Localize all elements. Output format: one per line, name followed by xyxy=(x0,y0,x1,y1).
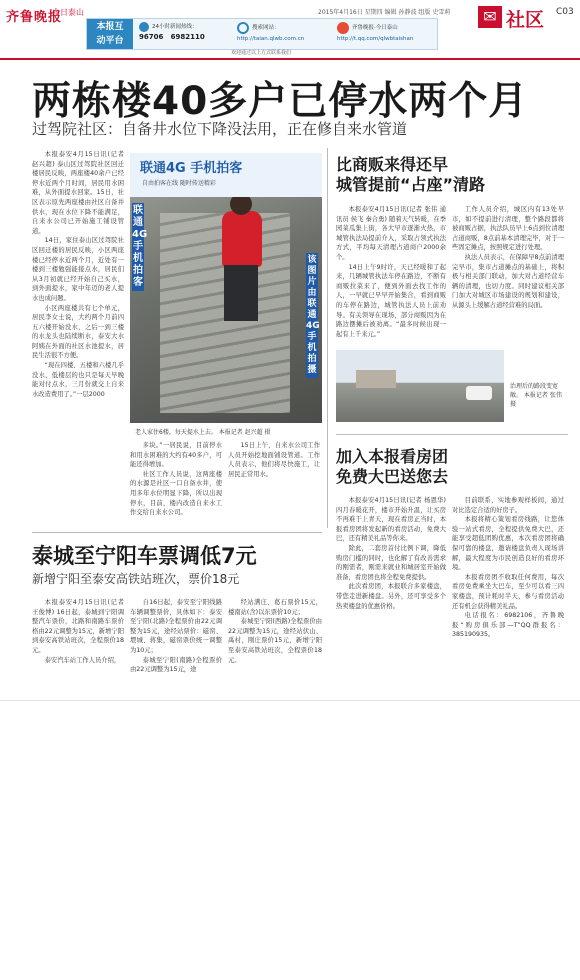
weibo-icon xyxy=(337,22,349,34)
edition-label: 今日泰山 xyxy=(52,8,84,17)
section-header xyxy=(478,5,556,29)
photo-banner-title: 联通4G 手机拍客 xyxy=(140,161,243,176)
story1-para: 多块。”一居民说，目前停水和用水困难的大约有40多户，可能还得增加。 xyxy=(130,442,222,469)
interactive-platform-ad xyxy=(86,18,438,50)
story2-headline xyxy=(336,155,485,195)
date-line: 2015年4月16日 星期四 编辑 孙静波 组版 史雪莉 xyxy=(318,9,451,16)
story3-headline-line-2: 免费大巴送您去 xyxy=(336,467,449,486)
newspaper-logo: 齐鲁晚报 xyxy=(6,10,63,25)
story3-para: 本报看房团不收取任何费用，每次看房免费乘坐大巴车，至少可以看三四家楼盘，预计耗时半天，参与看房活动还有机会获得精美礼品。 xyxy=(452,573,564,610)
story4-para: 泰安汽车站工作人员介绍， xyxy=(44,656,121,664)
story3-para: 此次看房团，本报联合多家楼盘，带您走进新楼盘。另外，还可享受多个热卖楼盘的优惠价格。 xyxy=(336,583,446,610)
hotline-number-1: 96706 xyxy=(139,33,164,41)
story4-column-3 xyxy=(228,598,322,684)
column-divider xyxy=(327,148,328,528)
story2-column-1 xyxy=(336,205,446,341)
story-divider xyxy=(336,434,568,435)
ad-title xyxy=(87,19,133,49)
story4-para: 经站满庄、葛石票价15元，楼南站(含)以东票价10元； xyxy=(228,599,322,616)
story4-para: 本报泰安4月15日讯(记者 王俊博) 16日起，泰城到宁阳调整汽车票价，北路和南路车票价格由22元调整为15元，新增宁阳到泰安高铁站班次，全程票价18元。 xyxy=(32,599,124,654)
story4-column-1 xyxy=(32,598,124,684)
story1-photo xyxy=(130,153,322,423)
story2-headline-line-1: 比商贩来得还早 xyxy=(336,155,449,174)
story3-column-1 xyxy=(336,496,446,638)
ad-title-line-1: 本报互 xyxy=(96,22,124,32)
hotline-label: 24小时新闻热线： xyxy=(152,23,198,30)
story3-para: 除此，二套房首付比例下调，降低购房门槛的同时，也化解了有改善需求的刚需者，刚需来就业和城居室开始做准备，看房团也将全程免费提供。 xyxy=(336,544,446,581)
community-icon: ✉ xyxy=(478,6,502,28)
top-rule xyxy=(0,58,580,60)
story2-para: 本报泰安4月15日讯(记者 张伟 通讯员 侯飞 秦合勇) 随着天气转暖，在季园菜瓜集上街，各大早市逐渐火热，市城管执法局提前介入，采取占领式执法方式，平均每天清理占道商户2000余个。 xyxy=(336,206,446,261)
car-shape xyxy=(466,386,492,400)
story3-column-2 xyxy=(452,496,564,638)
story3-para: 目前联系，实地参观样板间，通过对比选定合适的好房子。 xyxy=(452,497,564,514)
story1-subhead: 过驾院社区：自备井水位下降没法用，正在修自来水管道 xyxy=(32,120,408,138)
story4-column-2 xyxy=(130,598,222,684)
website-block xyxy=(237,22,329,43)
phone-icon xyxy=(139,22,149,32)
weibo-block xyxy=(337,22,433,43)
ad-footer: 欢迎通过以上方式联系我们 xyxy=(230,50,291,56)
hotline-number-2: 6982110 xyxy=(170,33,205,41)
story1-para: 社区工作人员说，这两座楼的水源是社区一口自备水井，使用多年水位明显下降，所以出现停水，目前，楼内改造自来水工作交给自来水公司。 xyxy=(130,470,222,517)
website-url[interactable]: http://taian.qlwb.com.cn xyxy=(237,36,305,42)
story1-para: 15日上午，自来水公司工作人员开始挖地面铺设管道。工作人员表示，他们将尽快施工，让居民正常用水。 xyxy=(228,442,320,478)
ad-title-line-2: 动平台 xyxy=(96,36,124,46)
story4-subhead: 新增宁阳至泰安高铁站班次，票价18元 xyxy=(32,572,240,586)
story2-headline-line-2: 城管提前“占座”清路 xyxy=(336,175,486,194)
hotline-block xyxy=(139,22,205,41)
story1-photo-caption: 老人家住6楼，每天提水上去。 本报记者 赵兴超 摄 xyxy=(135,429,271,436)
story1-para: 小区两座楼共有七个单元，居民李女士说，大约两个月前四五六楼开始没水，之后一到三楼的水龙头也陆续断水，泰安大水阿姨在外面的社区水池提水，居民生活很不方便。 xyxy=(32,304,124,360)
story1-para: “现在四楼、五楼和六楼几乎没水，低楼层的也只是每天早晚能对付点水，三月份就交上自来水改造费用了。”一层2000 xyxy=(32,362,124,398)
story2-photo-caption: 治理后的路段变宽敞。 本报记者 张伟 摄 xyxy=(510,383,562,408)
story4-para: 泰城至宁阳(西路)全程票价由22元调整为15元，途经站伏山、禹村，刚庄票价15元，新增宁阳至泰安高铁站班次，全程票价18元。 xyxy=(228,618,322,664)
photo-banner-subtitle: 自由拍客在线 随时传送精彩 xyxy=(142,180,216,187)
building-shape xyxy=(356,370,396,388)
story2-photo xyxy=(336,350,504,422)
story1-headline: 两栋楼40多户已停水两个月 xyxy=(32,79,529,124)
weibo-url[interactable]: http://t.qq.com/qlwbtaishan xyxy=(337,36,414,42)
story4-para: 自16日起，泰安至宁阳线路车辆调整票价，具体如下：泰安至宁阳(北路)全程票价由22元调整为15元，途经站票价：磁窑、堽城、蒋集，磁窑票价统一调整为10元； xyxy=(130,599,222,654)
story4-para: 泰城至宁阳(南路)全程票价由22元调整为15元，途 xyxy=(130,656,222,674)
story4-headline: 泰城至宁阳车票调低7元 xyxy=(32,544,257,568)
masthead xyxy=(0,0,580,56)
photo-side-label-left: 联通4G手机拍客 xyxy=(132,203,144,291)
photo-banner xyxy=(130,153,322,197)
story2-para: 执法人员表示，在保障早8点前清理完早市，集市占道摊点的基础上，将积极与相关部门联动，加大对占道经营车辆的清理，也切力度。同时建议相关部门加大对城区市场建设的规划和建设，从源头上缓解占道经营难的局面。 xyxy=(452,253,564,309)
story-divider xyxy=(32,532,322,533)
story3-headline xyxy=(336,447,448,487)
story1-para: 14日，家住泰山区过驾院社区回迁楼的居民反映，小区两座楼已经停水近两个月，近处有一楼到三楼勉强能接点水，居民们从3月初就已经开始自己买水，到外面提水，家中年迈的老人提水也成问题。 xyxy=(32,237,124,302)
website-label: 搜索网站： xyxy=(252,24,280,31)
story3-para: 本报泰安4月15日讯(记者 杨恩华) 四月春暖花开，楼市开始升温，让买房不再难于上青天，现在看房正当时，本报看房团将发起新的看房活动，免费大巴，还有精美礼品等你来。 xyxy=(336,497,446,543)
page-number: C03 xyxy=(556,7,574,17)
story2-column-2 xyxy=(452,205,564,341)
section-name: 社区 xyxy=(506,9,545,31)
story3-para: 电话报名：6982106，齐鲁晚报“购房俱乐部—T”QQ群报名：385190935。 xyxy=(452,612,564,638)
person-figure xyxy=(222,211,262,267)
person-legs xyxy=(224,265,258,321)
search-icon xyxy=(237,22,249,34)
story1-column-3 xyxy=(228,441,320,529)
story1-column-1 xyxy=(32,150,124,530)
page-bottom-rule xyxy=(0,700,580,701)
story2-para: 14日上午9时许，天已经暖和了起来，几辆城管执法车停在路边，不断有商贩拉菜来了，便到外面去找工作的人，一早就已早早开始集合，看到商贩的车停在路边，城管执法人员上前劝导。有关领导在现场，部分商贩因为在路边摆摊后被劝离。“最多时候出现一起有上千来元。” xyxy=(336,263,446,338)
story2-para: 工作人员介绍，城区内有13处早市，如不提前进行清理，整个路段都将被商贩占据，执法队员早上6点到位清理占道商贩，8点前基本清理完毕，对于一些固定摊点，按照规定进行处理。 xyxy=(452,206,564,252)
story1-para: 本报泰安4月15日讯(记者 赵兴超) 泰山区过驾院社区回迁楼居民反映，两座楼40余户已经停水近两个月时间，居民用水困难，从外面提水回家。15日，社区表示原先两座楼由社区自备井供水，现在水位下降不能满足，自来水公司已开始施工铺设管道。 xyxy=(32,151,124,235)
weibo-label: 齐鲁晚报·今日泰山 xyxy=(352,24,398,31)
story3-headline-line-1: 加入本报看房团 xyxy=(336,447,449,466)
story3-para: 本报将精心策划看房线路，让您体验一站式看房，全程提供免费大巴，还能享受超低团购优惠，本次看房团将确保可靠的楼盘，邀请楼盘负责人现场讲解，最大程度为市民创造良好的看房环境。 xyxy=(452,516,564,572)
story1-column-2 xyxy=(130,441,222,529)
photo-side-label-right: 该图片由联通4G手机拍摄 xyxy=(306,253,318,378)
